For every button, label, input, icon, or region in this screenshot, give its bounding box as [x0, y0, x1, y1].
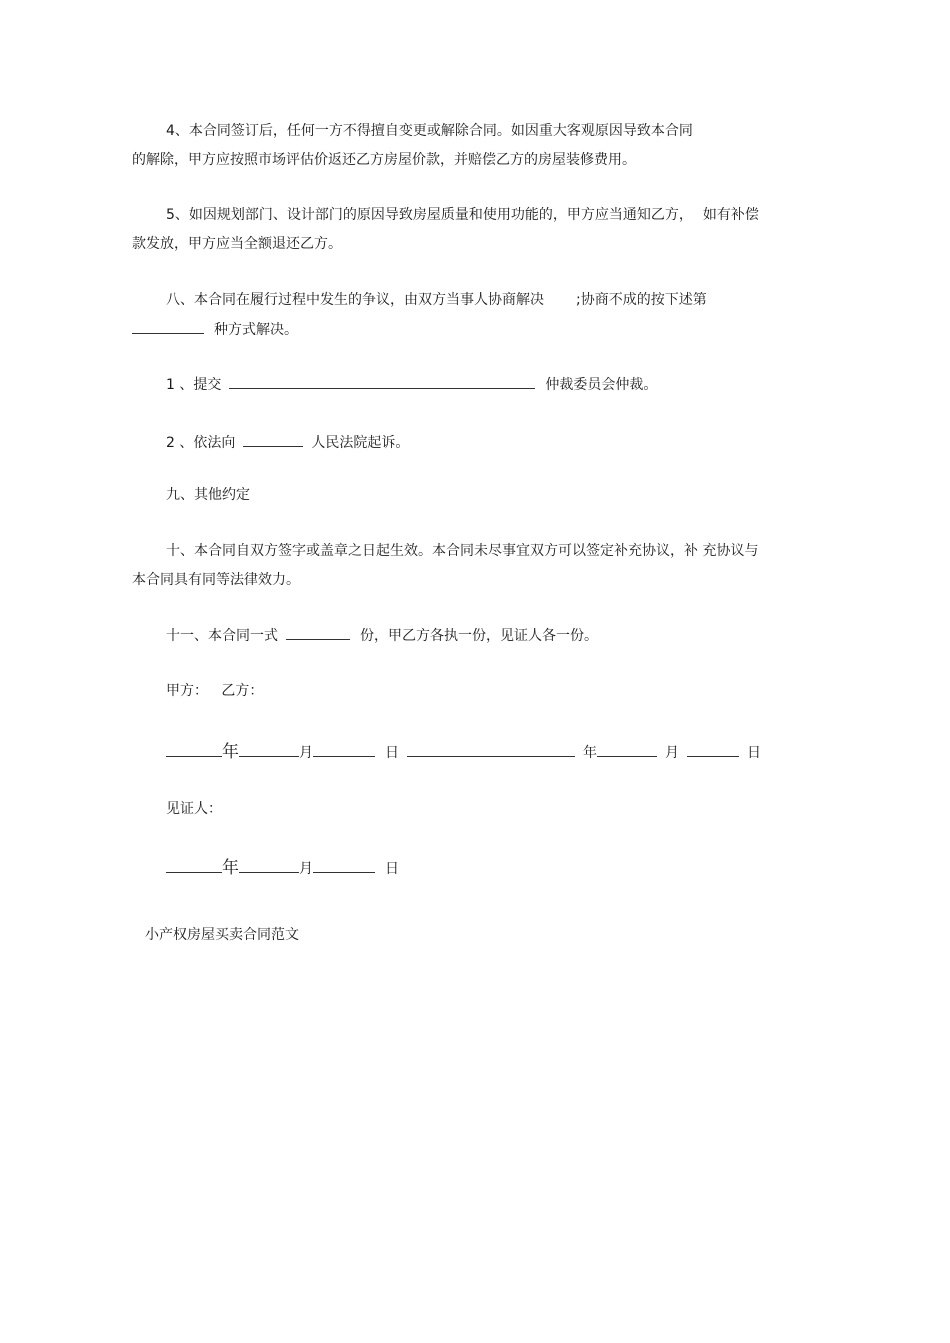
party-b-month-blank[interactable] [597, 742, 657, 757]
clause-11-prefix: 十一、本合同一式 [166, 628, 278, 644]
clause-5-line-1-tail: 如有补偿 [702, 207, 759, 223]
party-a-month-blank[interactable] [239, 742, 299, 757]
clause-8-line-1-tail: ;协商不成的按下述第 [576, 292, 707, 308]
party-a-month-label: 月 [299, 745, 313, 761]
party-b-day-blank[interactable] [687, 742, 739, 757]
clause-4-line-1: 4、本合同签订后，任何一方不得擅自变更或解除合同。如因重大客观原因导致本合同 [166, 123, 693, 139]
option-1-prefix: 1 、提交 [166, 377, 222, 393]
option-2-line [166, 432, 409, 453]
witness-month-blank[interactable] [239, 858, 299, 873]
witness-day-blank[interactable] [313, 858, 375, 873]
witness-label: 见证人： [166, 801, 222, 817]
signature-date-line [166, 742, 761, 763]
witness-year-blank[interactable] [166, 858, 222, 873]
clause-10-line-2: 本合同具有同等法律效力。 [132, 572, 300, 588]
witness-year-label: 年 [222, 858, 239, 878]
copies-count-blank[interactable] [286, 625, 350, 640]
option-1-suffix: 仲裁委员会仲裁。 [545, 377, 658, 393]
court-name-blank[interactable] [243, 432, 303, 447]
clause-10-line-1: 十、本合同自双方签字或盖章之日起生效。本合同未尽事宜双方可以签定补充协议，补 充协议与 [166, 543, 759, 559]
party-a-day-blank[interactable] [313, 742, 375, 757]
party-b-signature-blank[interactable] [407, 742, 575, 757]
dispute-option-blank[interactable] [132, 319, 204, 334]
option-1-line [166, 374, 657, 395]
option-2-prefix: 2 、依法向 [166, 435, 236, 451]
witness-day-label: 日 [385, 861, 399, 877]
clause-8-line-1 [166, 290, 707, 310]
clause-5-line-2: 款发放，甲方应当全额退还乙方。 [132, 236, 342, 252]
footer-title: 小产权房屋买卖合同范文 [145, 927, 299, 943]
party-a-year-label: 年 [222, 742, 239, 762]
clause-9: 九、其他约定 [166, 487, 250, 503]
witness-date-line [166, 858, 399, 879]
party-a-year-blank[interactable] [166, 742, 222, 757]
party-b-year-label: 年 [583, 745, 597, 761]
party-b-month-label: 月 [665, 745, 679, 761]
option-2-suffix: 人民法院起诉。 [311, 435, 410, 451]
clause-8-line-2 [132, 319, 298, 340]
clause-4-line-2: 的解除，甲方应按照市场评估价返还乙方房屋价款，并赔偿乙方的房屋装修费用。 [132, 152, 636, 168]
witness-month-label: 月 [299, 861, 313, 877]
clause-5-line-1 [166, 205, 759, 225]
parties-line: 甲方： 乙方： [166, 683, 264, 699]
clause-11-suffix: 份，甲乙方各执一份，见证人各一份。 [360, 628, 598, 644]
party-a-day-label: 日 [385, 745, 399, 761]
clause-8-line-1-main: 八、本合同在履行过程中发生的争议，由双方当事人协商解决 [166, 292, 544, 308]
party-b-day-label: 日 [747, 745, 761, 761]
clause-8-line-2-text: 种方式解决。 [214, 322, 298, 338]
clause-11-line [166, 625, 598, 646]
arbitration-committee-blank[interactable] [229, 374, 535, 389]
clause-5-line-1-main: 5、如因规划部门、设计部门的原因导致房屋质量和使用功能的，甲方应当通知乙方， [166, 207, 693, 223]
